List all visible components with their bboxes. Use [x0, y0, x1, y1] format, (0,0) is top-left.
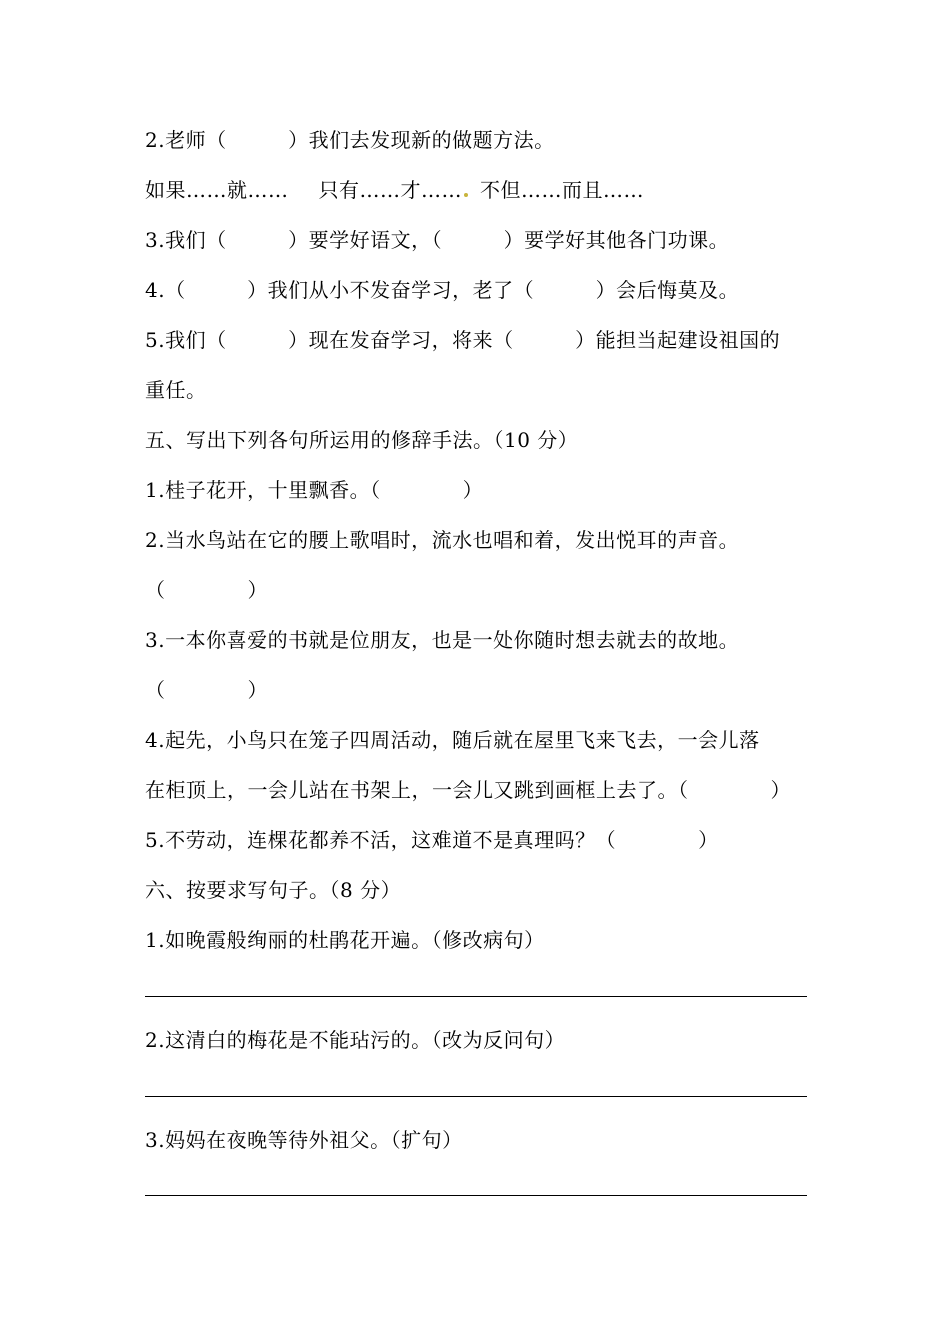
question-4-2: 2.老师（ ）我们去发现新的做题方法。 — [145, 128, 555, 152]
question-5-4-line2: 在柜顶上，一会儿站在书架上，一会儿又跳到画框上去了。（ ） — [145, 778, 791, 802]
question-4-3: 3.我们（ ）要学好语文，（ ）要学好其他各门功课。 — [145, 228, 730, 252]
question-5-2-line1: 2.当水鸟站在它的腰上歌唱时，流水也唱和着，发出悦耳的声音。 — [145, 528, 740, 552]
question-5-3-line1: 3.一本你喜爱的书就是位朋友，也是一处你随时想去就去的故地。 — [145, 628, 740, 652]
answer-line-6-3[interactable] — [145, 1195, 807, 1196]
decorative-dot — [464, 193, 468, 197]
answer-line-6-2[interactable] — [145, 1096, 807, 1097]
question-5-2-answer: （ ） — [145, 578, 268, 602]
question-6-2: 2.这清白的梅花是不能玷污的。（改为反问句） — [145, 1028, 566, 1052]
question-5-5: 5.不劳动，连棵花都养不活，这难道不是真理吗？（ ） — [145, 828, 719, 852]
answer-line-6-1[interactable] — [145, 996, 807, 997]
question-5-3-answer: （ ） — [145, 678, 268, 702]
question-4-5-line1: 5.我们（ ）现在发奋学习，将来（ ）能担当起建设祖国的 — [145, 328, 781, 352]
question-4-4: 4.（ ）我们从小不发奋学习，老了（ ）会后悔莫及。 — [145, 278, 740, 302]
question-6-1: 1.如晚霞般绚丽的杜鹃花开遍。（修改病句） — [145, 928, 545, 952]
question-5-4-line1: 4.起先，小鸟只在笼子四周活动，随后就在屋里飞来飞去，一会儿落 — [145, 728, 760, 752]
section-5-title: 五、写出下列各句所运用的修辞手法。（10 分） — [145, 428, 579, 452]
question-4-5-line2: 重任。 — [145, 378, 207, 402]
option-ruguo-jiu: 如果……就…… — [145, 178, 289, 202]
option-budan-erqie: 不但……而且…… — [480, 178, 644, 202]
conjunction-options — [145, 177, 815, 203]
option-zhiyou-cai: 只有……才…… — [318, 178, 462, 202]
section-6-title: 六、按要求写句子。（8 分） — [145, 878, 402, 902]
question-5-1: 1.桂子花开，十里飘香。（ ） — [145, 478, 484, 502]
question-6-3: 3.妈妈在夜晚等待外祖父。（扩句） — [145, 1128, 463, 1152]
